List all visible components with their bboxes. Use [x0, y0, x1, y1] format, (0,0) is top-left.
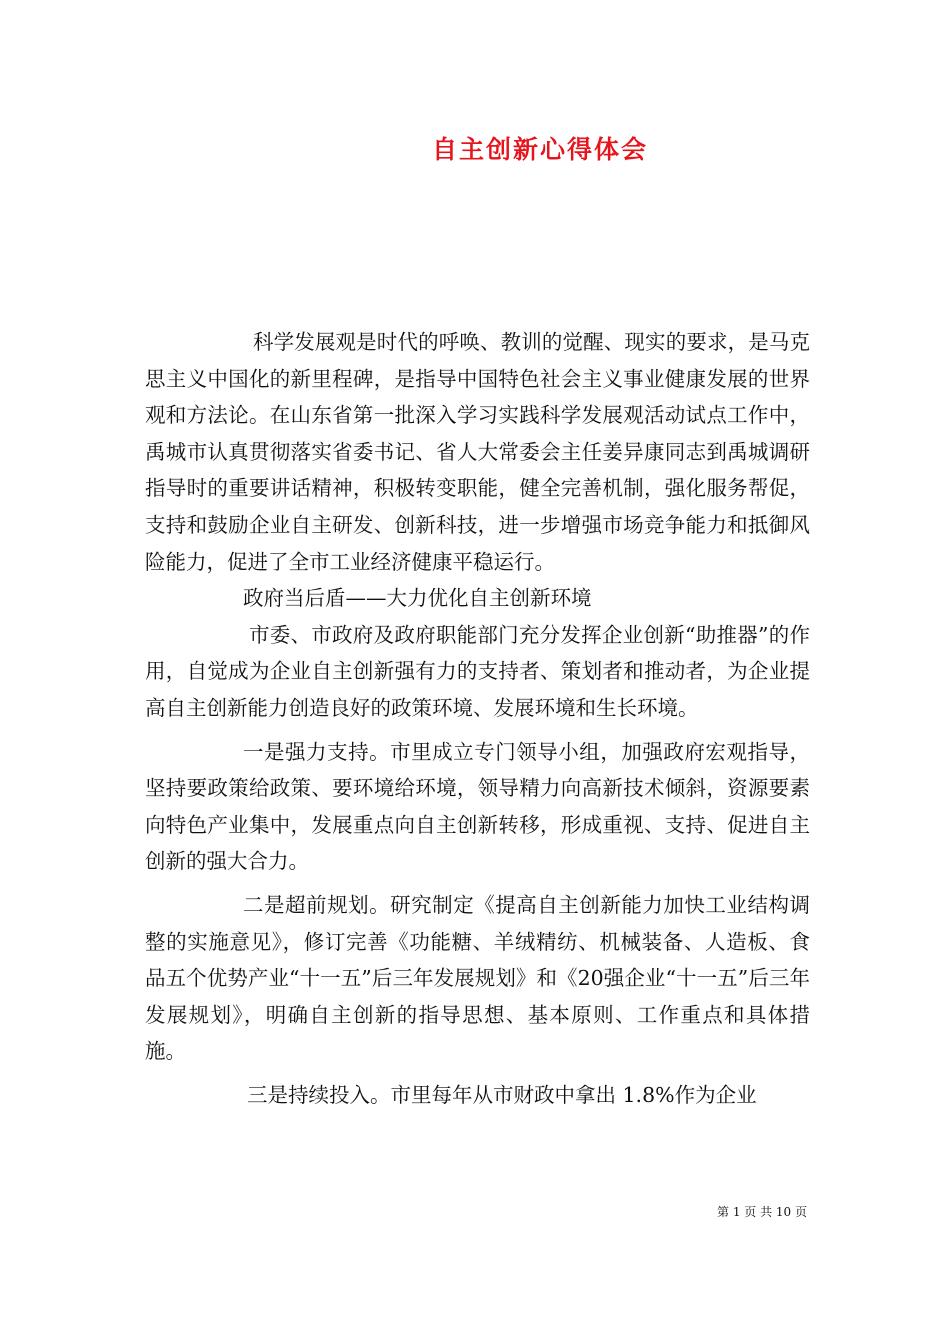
paragraph-point-two: 二是超前规划。研究制定《提高自主创新能力加快工业结构调整的实施意见》，修订完善《功能糖、羊绒精纺、机械装备、人造板、食品五个优势产业“十一五”后三年发展规划》和《20强企业“十一五”后三年发展规划》，明确自主创新的指导思想、基本原则、工作重点和具体措施。 — [145, 892, 810, 1064]
paragraph-point-three: 三是持续投入。市里每年从市财政中拿出 1.8%作为企业 — [247, 1082, 757, 1107]
paragraph-point-one: 一是强力支持。市里成立专门领导小组，加强政府宏观指导，坚持要政策给政策、要环境给环境，领导精力向高新技术倾斜，资源要素向特色产业集中，发展重点向自主创新转移，形成重视、支持、促进自主创新的强大合力。 — [145, 739, 810, 874]
paragraph-intro: 科学发展观是时代的呼唤、教训的觉醒、现实的要求，是马克思主义中国化的新里程碑，是指导中国特色社会主义事业健康发展的世界观和方法论。在山东省第一批深入学习实践科学发展观活动试点工作中，禹城市认真贯彻落实省委书记、省人大常委会主任姜异康同志到禹城调研指导时的重要讲话精神，积极转变职能，健全完善机制，强化服务帮促，支持和鼓励企业自主研发、创新科技，进一步增强市场竞争能力和抵御风险能力，促进了全市工业经济健康平稳运行。 — [145, 330, 810, 574]
section-heading: 政府当后盾——大力优化自主创新环境 — [243, 586, 592, 611]
page-number-footer: 第 1 页 共 10 页 — [717, 1205, 807, 1219]
paragraph-section-intro: 市委、市政府及政府职能部门充分发挥企业创新“助推器”的作用，自觉成为企业自主创新强有力的支持者、策划者和推动者，为企业提高自主创新能力创造良好的政策环境、发展环境和生长环境。 — [145, 622, 810, 720]
document-body — [145, 324, 810, 1113]
document-title: 自主创新心得体会 — [431, 135, 648, 164]
